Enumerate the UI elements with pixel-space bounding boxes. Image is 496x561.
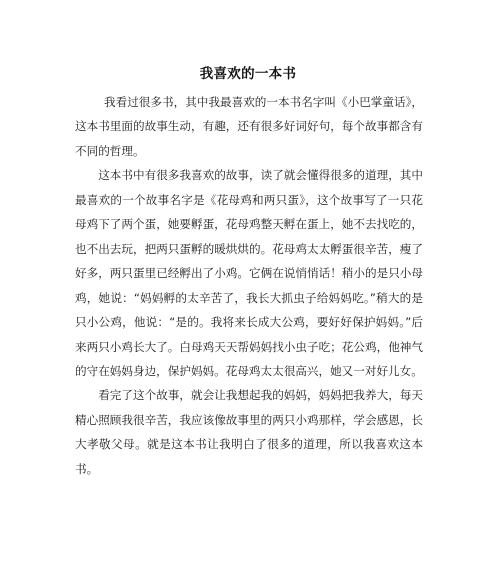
paragraph-3: 看完了这个故事，就会让我想起我的妈妈，妈妈把我养大，每天精心照顾我很辛苦，我应该像故事里的两只小鸡那样，学会感恩，长大孝敬父母。就是这本书让我明白了很多的道理，所以我喜欢这本书。	[75, 388, 423, 476]
document-body	[75, 90, 423, 481]
paragraph-1: 我看过很多书，其中我最喜欢的一本书名字叫《小巴掌童话》，这本书里面的故事生动，有趣，还有很多好词好句，每个故事都含有不同的哲理。	[75, 95, 423, 158]
paragraph-2: 这本书中有很多我喜欢的故事，读了就会懂得很多的道理，其中最喜欢的一个故事名字是《花母鸡和两只蛋》，这个故事写了一只花母鸡下了两个蛋，她要孵蛋，花母鸡整天孵在蛋上，她不去找吃的，也不出去玩，把两只蛋孵的暖烘烘的。花母鸡太太孵蛋很辛苦，瘦了好多，两只蛋里已经孵出了小鸡。它俩在说悄悄话！稍小的是只小母鸡，她说：“妈妈孵的太辛苦了，我长大抓虫子给妈妈吃。”稍大的是只小公鸡，他说：“是的。我将来长成大公鸡，要好好保护妈妈。”后来两只小鸡长大了。白母鸡天天帮妈妈找小虫子吃；花公鸡，他神气的守在妈妈身边，保护妈妈。花母鸡太太很高兴，她又一对好儿女。	[75, 168, 423, 378]
document-title: 我喜欢的一本书	[199, 66, 297, 82]
